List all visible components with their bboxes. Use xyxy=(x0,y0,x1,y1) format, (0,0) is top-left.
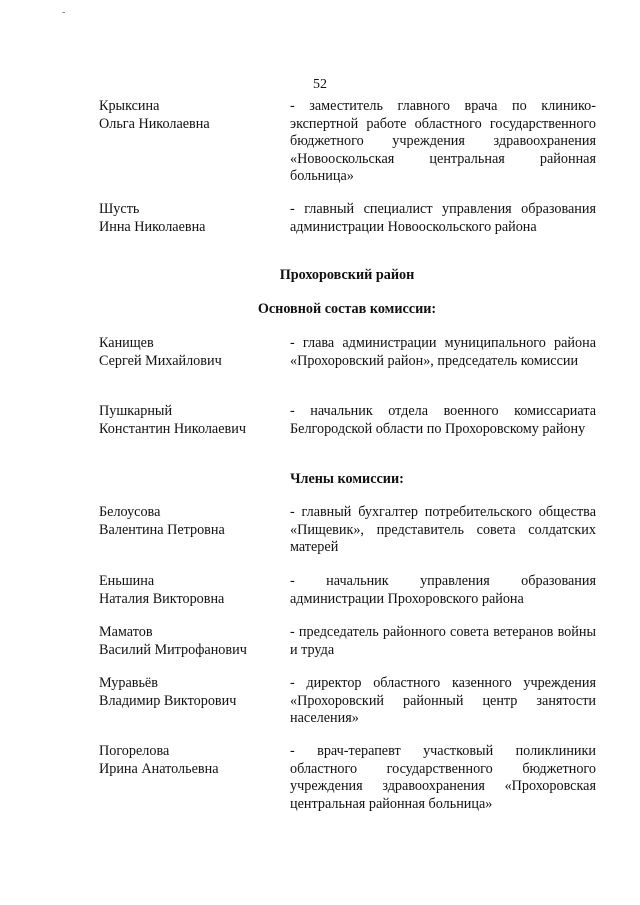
member-role: - директор областного казенного учреждения «Прохоровский районный центр занятости населения» xyxy=(290,675,596,727)
page-number: 52 xyxy=(313,77,327,92)
member-name xyxy=(99,504,284,539)
member-surname: Пушкарный xyxy=(99,403,173,419)
member-role: - начальник управления образования администрации Прохоровского района xyxy=(290,573,596,607)
member-surname: Крыксина xyxy=(99,98,160,114)
member-role: - заместитель главного врача по клинико-экспертной работе областного государственного бюджетного учреждения здравоохранения «Новооскольская центральная районная больница» xyxy=(290,98,596,185)
member-given-name: Валентина Петровна xyxy=(99,521,225,538)
member-given-name: Василий Митрофанович xyxy=(99,641,247,658)
member-name xyxy=(99,675,284,710)
member-given-name: Константин Николаевич xyxy=(99,420,246,437)
member-name xyxy=(99,743,284,778)
member-given-name: Наталия Викторовна xyxy=(99,590,225,607)
member-role: - главный специалист управления образования администрации Новооскольского района xyxy=(290,201,596,235)
member-name xyxy=(99,201,284,236)
member-given-name: Ольга Николаевна xyxy=(99,115,210,132)
member-name xyxy=(99,403,284,438)
member-role: - начальник отдела военного комиссариата Белгородской области по Прохоровскому району xyxy=(290,403,596,437)
scan-mark xyxy=(62,12,65,13)
member-given-name: Инна Николаевна xyxy=(99,218,206,235)
member-given-name: Сергей Михайлович xyxy=(99,352,222,369)
district-heading: Прохоровский район xyxy=(279,267,415,283)
member-surname: Шусть xyxy=(99,201,140,217)
member-role: - председатель районного совета ветеранов войны и труда xyxy=(290,624,596,658)
main-composition-heading: Основной состав комиссии: xyxy=(257,301,437,317)
member-role: - глава администрации муниципального района «Прохоровский район», председатель комиссии xyxy=(290,335,596,369)
member-surname: Канищев xyxy=(99,335,154,351)
member-role: - врач-терапевт участковый поликлиники областного государственного бюджетного учреждения здравоохранения «Прохоровская центральная районная больница» xyxy=(290,743,596,812)
member-name xyxy=(99,624,284,659)
member-surname: Белоусова xyxy=(99,504,161,520)
member-name xyxy=(99,573,284,608)
members-heading: Члены комиссии: xyxy=(290,471,404,487)
member-surname: Маматов xyxy=(99,624,153,640)
member-surname: Погорелова xyxy=(99,743,170,759)
member-name xyxy=(99,335,284,370)
member-role: - главный бухгалтер потребительского общества «Пищевик», представитель совета солдатских матерей xyxy=(290,504,596,556)
member-surname: Муравьёв xyxy=(99,675,158,691)
member-surname: Еньшина xyxy=(99,573,155,589)
member-given-name: Ирина Анатольевна xyxy=(99,760,219,777)
member-given-name: Владимир Викторович xyxy=(99,692,237,709)
member-name xyxy=(99,98,284,133)
